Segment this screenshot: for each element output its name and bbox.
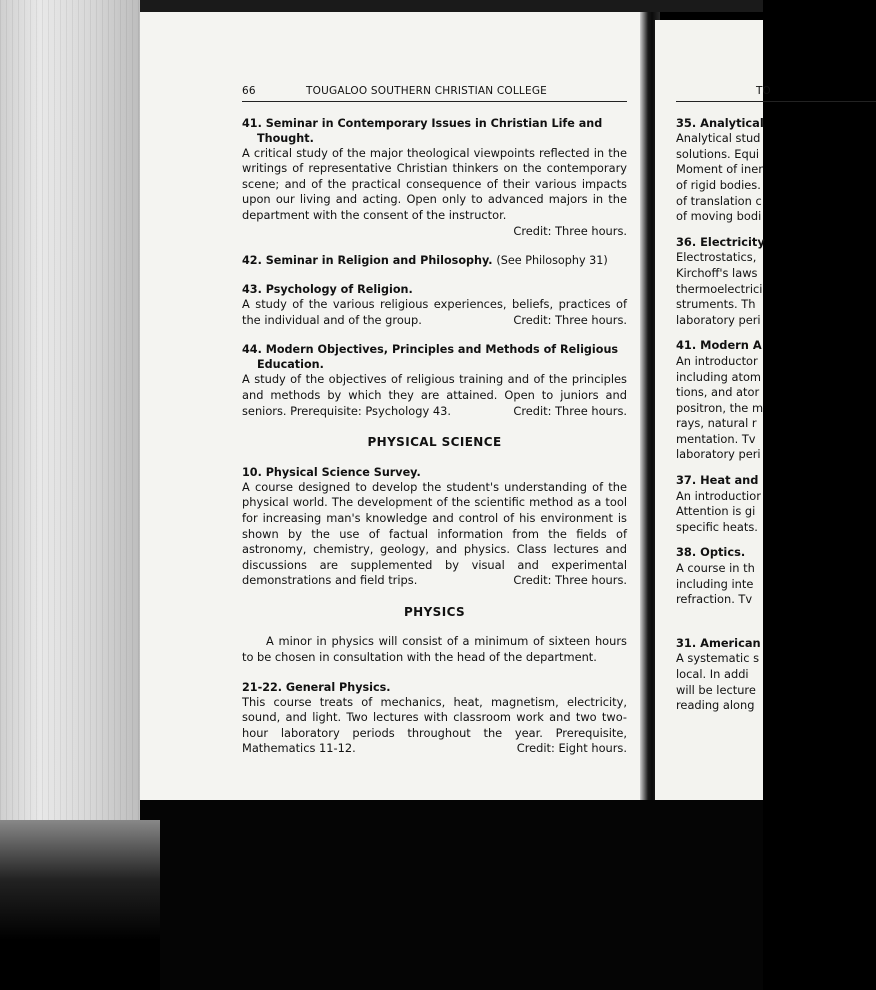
right-course-line: solutions. Equi	[676, 146, 760, 161]
course-entry	[242, 116, 627, 240]
course-credit: Credit: Three hours.	[513, 573, 627, 588]
course-entry	[242, 680, 627, 757]
right-course-title: 41. Modern A	[676, 338, 762, 353]
right-course-entry	[676, 235, 876, 329]
right-course-entry	[676, 116, 876, 225]
course-title: 41. Seminar in Contemporary Issues in Christian Life and Thought.	[242, 116, 603, 145]
course-entry	[242, 253, 627, 268]
course-cross-reference: (See Philosophy 31)	[496, 254, 608, 268]
right-course-line: specific heats.	[676, 519, 758, 534]
right-course-entry	[676, 338, 876, 463]
course-title-text: 42. Seminar in Religion and Philosophy.	[242, 254, 493, 268]
course-description	[242, 297, 627, 328]
course-description-text: A study of the objectives of religious training and of the principles and methods by which they are attained. Open to juniors and seniors. Prerequisite: Psychology 43.	[242, 372, 627, 418]
right-course-title: 36. Electricity	[676, 234, 765, 249]
right-course-entry	[676, 545, 876, 607]
course-description	[242, 372, 627, 419]
right-course-line: Attention is gi	[676, 504, 756, 519]
course-credit: Credit: Eight hours.	[516, 741, 627, 756]
course-description	[242, 480, 627, 589]
right-course-line: Analytical stud	[676, 131, 761, 146]
right-course-line: A systematic s	[676, 651, 760, 666]
right-course-line: positron, the m	[676, 400, 764, 415]
right-course-line: rays, natural r	[676, 416, 757, 431]
course-description: A critical study of the major theological viewpoints reflected in the writings of representative Christian thinkers on the contemporary scene; and of the practical consequence of their various impacts upon our living and acting. Open only to advanced majors in the department with the consent of the instructor.	[242, 145, 627, 222]
page-number: 66	[242, 85, 256, 97]
right-course-title: 35. Analytical	[676, 115, 764, 130]
right-course-line: struments. Th	[676, 297, 756, 312]
right-course-line: including inte	[676, 576, 754, 591]
course-title: 43. Psychology of Religion.	[242, 283, 413, 297]
course-entry	[242, 282, 627, 328]
section-intro: A minor in physics will consist of a minimum of sixteen hours to be chosen in consultation with the head of the department.	[242, 634, 627, 665]
right-page-content	[676, 84, 876, 724]
right-course-line: of translation c	[676, 193, 762, 208]
right-course-line: local. In addi	[676, 667, 749, 681]
course-title	[242, 253, 627, 268]
right-course-line: Electrostatics,	[676, 250, 757, 265]
right-course-line: Kirchoff's laws	[676, 265, 758, 280]
running-title: TOUGALOO SOUTHERN CHRISTIAN COLLEGE	[306, 85, 547, 97]
right-course-line: thermoelectrici	[676, 281, 763, 296]
section-heading: PHYSICAL SCIENCE	[367, 435, 502, 450]
course-credit: Credit: Three hours.	[513, 403, 627, 418]
right-course-entry	[676, 473, 876, 535]
right-course-line: An introductor	[676, 353, 758, 368]
right-course-line: tions, and ator	[676, 385, 760, 400]
right-course-entry	[676, 636, 876, 714]
left-page-content	[242, 84, 627, 771]
course-description	[242, 695, 627, 757]
course-entry	[242, 465, 627, 589]
course-credit: Credit: Three hours.	[513, 223, 627, 238]
right-running-header: TO	[676, 84, 876, 102]
right-course-line: will be lecture	[676, 682, 756, 697]
right-course-line: reading along	[676, 698, 755, 713]
course-description-text: A study of the various religious experiences, beliefs, practices of the individual and of the group.	[242, 297, 627, 327]
right-course-line: refraction. Tv	[676, 592, 753, 607]
running-header	[242, 84, 627, 102]
right-course-line: An introductior	[676, 488, 761, 503]
course-entry	[242, 342, 627, 419]
right-course-line: Moment of iner	[676, 162, 763, 177]
right-course-line: of moving bodi	[676, 209, 762, 224]
course-title: 44. Modern Objectives, Principles and Methods of Religious Education.	[242, 343, 619, 372]
right-course-line: A course in th	[676, 561, 755, 576]
right-course-line: including atom	[676, 369, 762, 384]
right-course-title: 37. Heat and	[676, 473, 759, 488]
section-heading: PHYSICS	[403, 604, 466, 619]
course-title: 21-22. General Physics.	[242, 680, 391, 694]
right-course-line: mentation. Tv	[676, 431, 756, 446]
right-page-blocks	[676, 116, 876, 714]
course-title: 10. Physical Science Survey.	[242, 465, 421, 479]
course-description-text: This course treats of mechanics, heat, magnetism, electricity, sound, and light. Two lectures with classroom work and two two-hour laboratory periods throughout the year. Prerequisite, Mathematics 11-12.	[242, 694, 627, 756]
course-credit: Credit: Three hours.	[513, 312, 627, 327]
right-course-line: laboratory peri	[676, 447, 761, 462]
right-course-line: of rigid bodies.	[676, 177, 761, 192]
scan-bottom-edge	[140, 800, 763, 990]
course-description-text: A course designed to develop the student's understanding of the physical world. The development of the scientific method as a tool for increasing man's knowledge and control of his environment is shown by the use of factual information from the fields of astronomy, chemistry, geology, and physics. Class lectures and discussions are supplemented by visual and experimental demonstrations and field trips.	[242, 479, 627, 588]
right-course-title: 31. American	[676, 635, 761, 650]
scan-corner-shadow	[0, 820, 160, 990]
right-course-title: 38. Optics.	[676, 545, 746, 560]
right-course-line: laboratory peri	[676, 312, 761, 327]
